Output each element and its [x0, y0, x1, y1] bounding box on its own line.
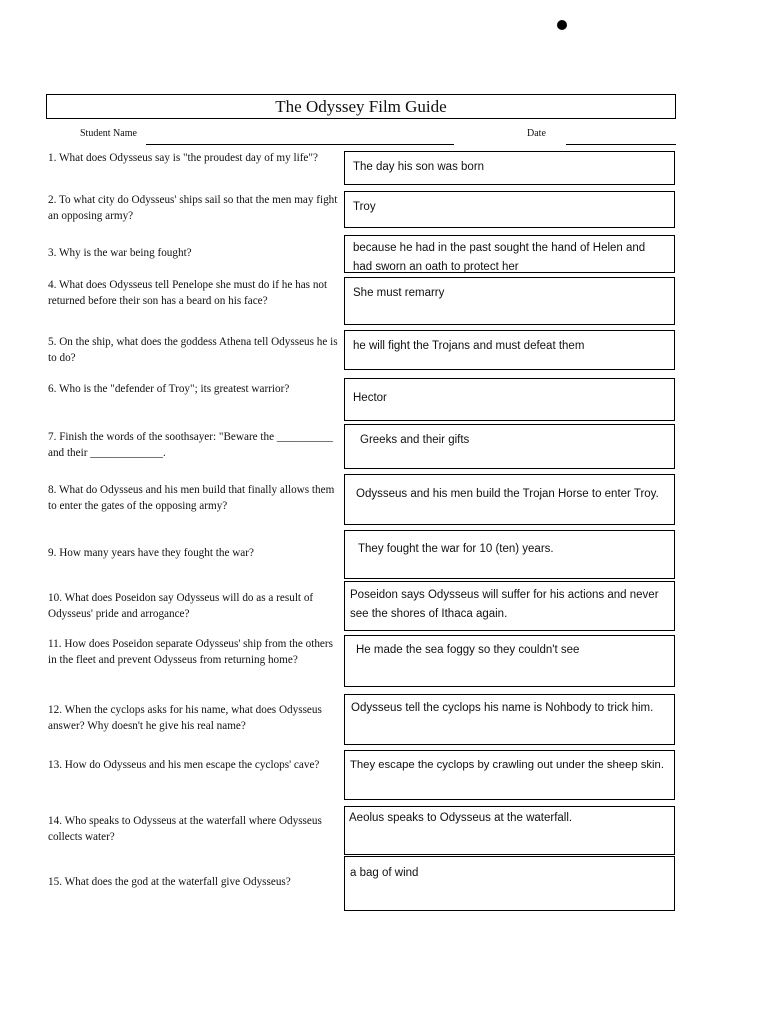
question-15: 15. What does the god at the waterfall give Odysseus?	[48, 876, 291, 888]
student-name-field[interactable]	[146, 144, 454, 145]
question-4: 4. What does Odysseus tell Penelope she must do if he has not returned before their son has a beard on his face?	[48, 279, 328, 307]
answer-4[interactable]: She must remarry	[344, 277, 675, 325]
question-3: 3. Why is the war being fought?	[48, 247, 192, 259]
question-2: 2. To what city do Odysseus' ships sail so that the men may fight an opposing army?	[48, 194, 338, 222]
question-13: 13. How do Odysseus and his men escape the cyclops' cave?	[48, 759, 320, 771]
bullet-dot	[557, 20, 567, 30]
question-6: 6. Who is the "defender of Troy"; its greatest warrior?	[48, 383, 290, 395]
question-12: 12. When the cyclops asks for his name, what does Odysseus answer? Why doesn't he give his real name?	[48, 704, 322, 732]
answer-13[interactable]: They escape the cyclops by crawling out under the sheep skin.	[344, 750, 675, 800]
answer-10[interactable]: Poseidon says Odysseus will suffer for his actions and never see the shores of Ithaca again.	[344, 581, 675, 631]
date-field[interactable]	[566, 144, 676, 145]
student-name-label: Student Name	[80, 128, 137, 139]
question-10: 10. What does Poseidon say Odysseus will do as a result of Odysseus' pride and arrogance?	[48, 592, 314, 620]
answer-6[interactable]: Hector	[344, 378, 675, 421]
answer-2[interactable]: Troy	[344, 191, 675, 228]
answer-12[interactable]: Odysseus tell the cyclops his name is Nohbody to trick him.	[344, 694, 675, 745]
page-title: The Odyssey Film Guide	[46, 94, 676, 119]
answer-1[interactable]: The day his son was born	[344, 151, 675, 185]
answer-7[interactable]: Greeks and their gifts	[344, 424, 675, 469]
question-7: 7. Finish the words of the soothsayer: "Beware the __________ and their _____________.	[48, 431, 333, 459]
question-8: 8. What do Odysseus and his men build that finally allows them to enter the gates of the opposing army?	[48, 484, 335, 512]
question-1: 1. What does Odysseus say is "the proudest day of my life"?	[48, 152, 318, 164]
date-label: Date	[527, 128, 546, 139]
answer-8[interactable]: Odysseus and his men build the Trojan Horse to enter Troy.	[344, 474, 675, 525]
question-14: 14. Who speaks to Odysseus at the waterfall where Odysseus collects water?	[48, 815, 322, 843]
answer-14[interactable]: Aeolus speaks to Odysseus at the waterfall.	[344, 806, 675, 855]
question-5: 5. On the ship, what does the goddess Athena tell Odysseus he is to do?	[48, 336, 338, 364]
answer-15[interactable]: a bag of wind	[344, 856, 675, 911]
answer-3[interactable]: because he had in the past sought the hand of Helen and had sworn an oath to protect her	[344, 235, 675, 273]
answer-5[interactable]: he will fight the Trojans and must defeat them	[344, 330, 675, 370]
question-9: 9. How many years have they fought the war?	[48, 547, 254, 559]
answer-9[interactable]: They fought the war for 10 (ten) years.	[344, 530, 675, 579]
question-11: 11. How does Poseidon separate Odysseus' ship from the others in the fleet and prevent Odysseus from returning home?	[48, 638, 333, 666]
answer-11[interactable]: He made the sea foggy so they couldn't see	[344, 635, 675, 687]
